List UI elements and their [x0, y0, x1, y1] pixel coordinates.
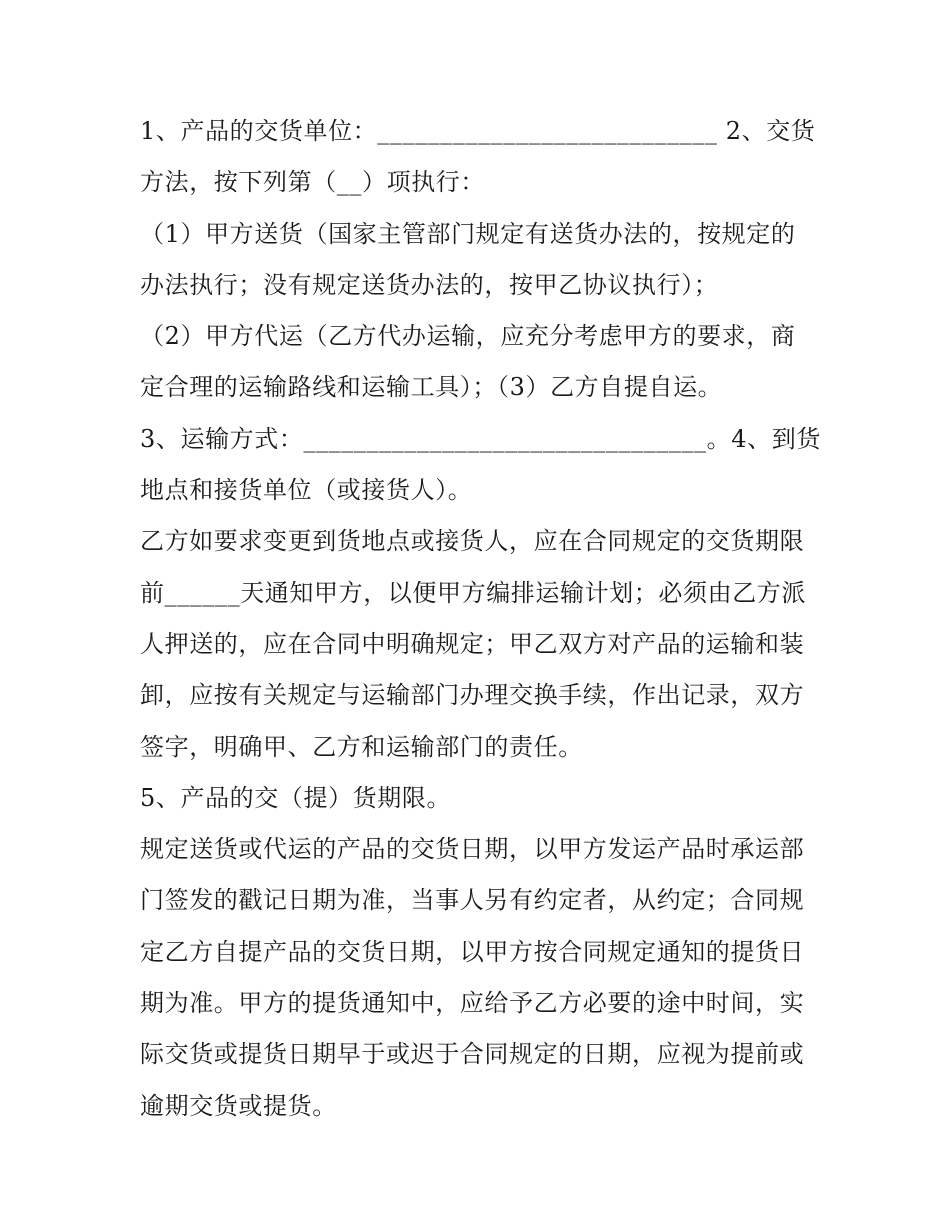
text-line: 签字，明确甲、乙方和运输部门的责任。: [140, 732, 583, 761]
text-line: （2）甲方代运（乙方代办运输，应充分考虑甲方的要求，商: [140, 322, 796, 351]
text-line: 定合理的运输路线和运输工具）；（3）乙方自提自运。: [140, 373, 723, 402]
text-line: 期为准。甲方的提货通知中，应给予乙方必要的途中时间，实: [140, 989, 805, 1018]
text-line: 办法执行；没有规定送货办法的，按甲乙协议执行）；: [140, 270, 719, 299]
text-line: 3、运输方式：________________________________。4、到货: [140, 424, 821, 453]
text-line: 门签发的戳记日期为准，当事人另有约定者，从约定；合同规: [140, 886, 805, 915]
text-line: 方法，按下列第（__）项执行：: [140, 168, 485, 197]
text-line: 定乙方自提产品的交货日期，以甲方按合同规定通知的提货日: [140, 937, 805, 966]
text-line: 乙方如要求变更到货地点或接货人，应在合同规定的交货期限: [140, 527, 805, 556]
text-line: 卸，应按有关规定与运输部门办理交换手续，作出记录，双方: [140, 681, 805, 710]
text-line: （1）甲方送货（国家主管部门规定有送货办法的，按规定的: [140, 219, 796, 248]
text-line: 际交货或提货日期早于或迟于合同规定的日期，应视为提前或: [140, 1040, 805, 1069]
text-line: 规定送货或代运的产品的交货日期，以甲方发运产品时承运部: [140, 835, 805, 864]
text-line: 5、产品的交（提）货期限。: [140, 783, 452, 812]
text-line: 1、产品的交货单位：___________________________ 2、交货: [140, 117, 816, 145]
text-line: 人押送的，应在合同中明确规定；甲乙双方对产品的运输和装: [140, 629, 805, 658]
text-line: 逾期交货或提货。: [140, 1091, 337, 1120]
text-line: 前______天通知甲方，以便甲方编排运输计划；必须由乙方派: [140, 578, 806, 607]
text-line: 地点和接货单位（或接货人）。: [140, 476, 473, 505]
contract-text: [140, 106, 820, 1132]
